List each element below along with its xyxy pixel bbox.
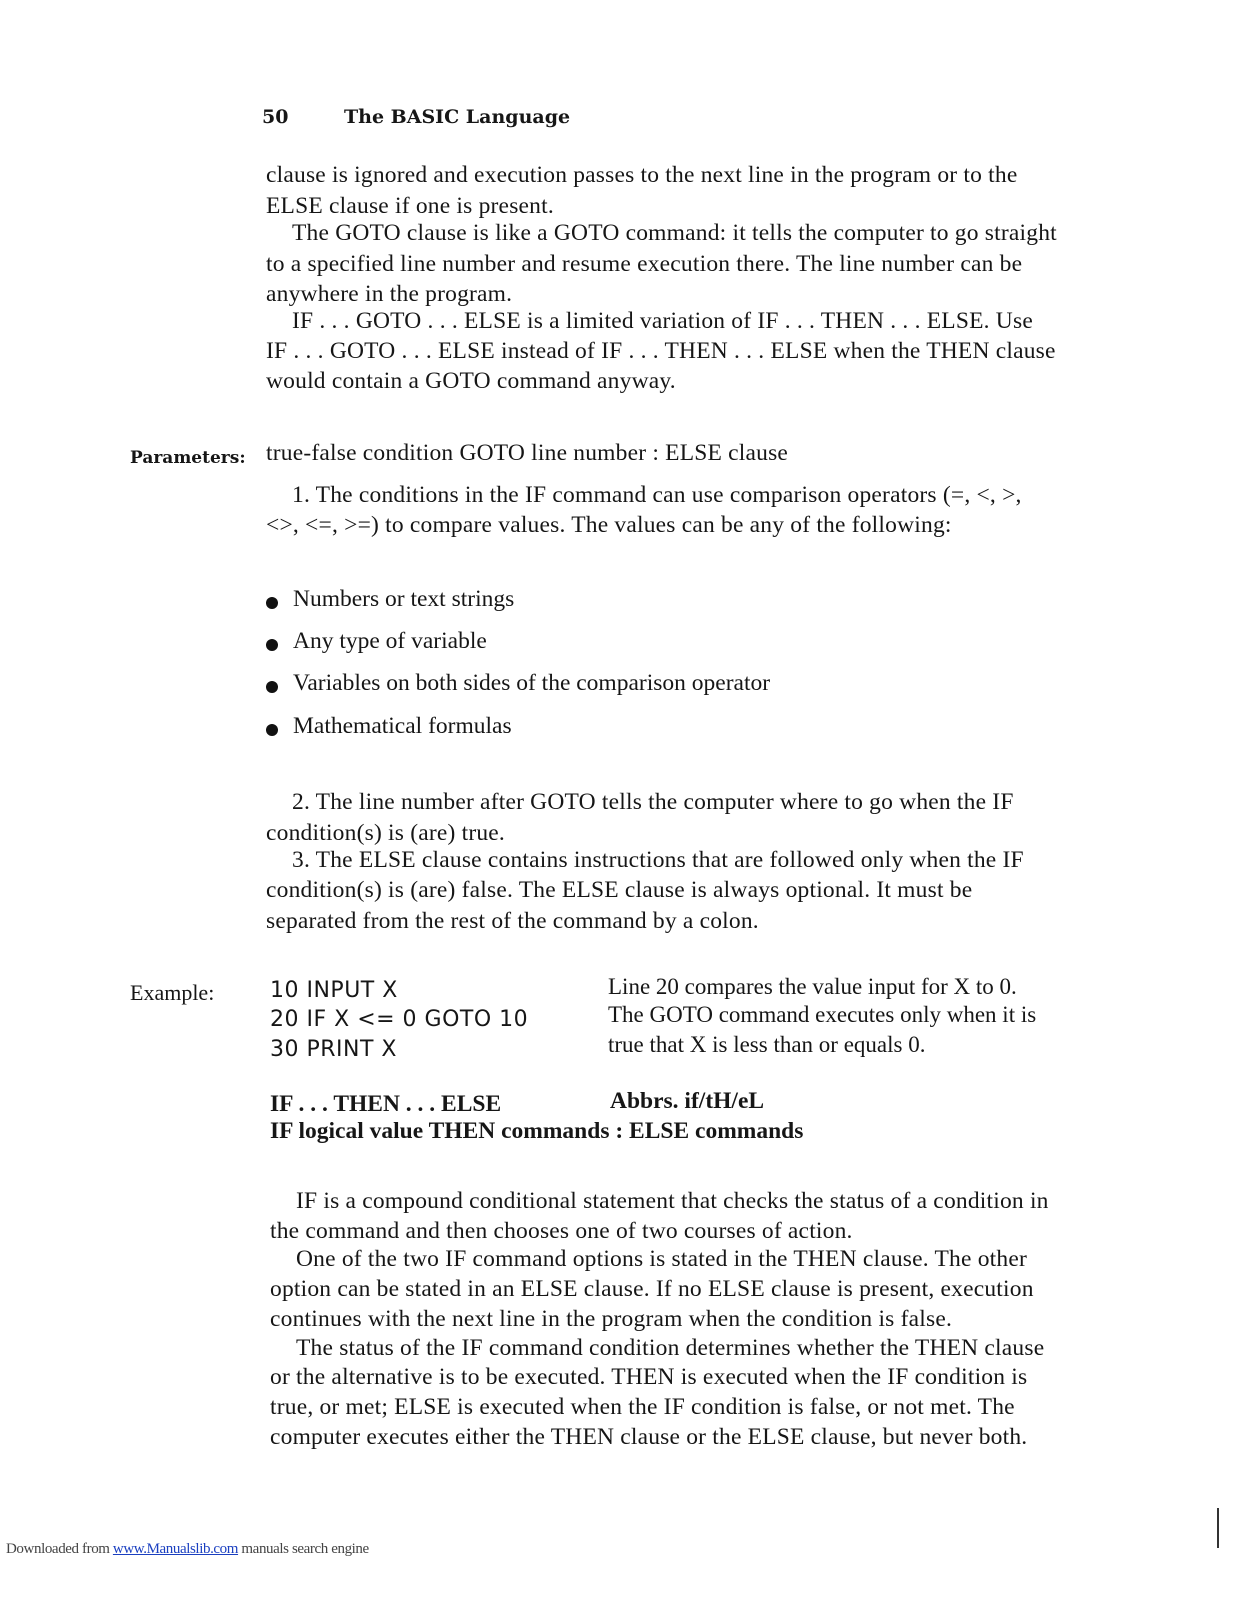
code-line: 10 INPUT X — [270, 978, 398, 1003]
download-footer — [6, 1541, 369, 1558]
body-line: continues with the next line in the program when the condition is false. — [270, 1306, 953, 1332]
page-number: 50 — [262, 106, 289, 128]
body-line: The status of the IF command condition determines whether the THEN clause — [296, 1335, 1045, 1361]
example-note-line: true that X is less than or equals 0. — [608, 1032, 926, 1057]
code-line: 30 PRINT X — [270, 1037, 397, 1062]
section-abbreviations: Abbrs. if/tH/eL — [610, 1088, 765, 1114]
intro-line: IF . . . GOTO . . . ELSE instead of IF . . . THEN . . . ELSE when the THEN clause — [266, 338, 1056, 364]
bullet-dot — [266, 681, 278, 693]
footer-suffix: manuals search engine — [238, 1541, 369, 1557]
body-line: computer executes either the THEN clause or the ELSE clause, but never both. — [270, 1424, 1028, 1450]
footer-prefix: Downloaded from — [6, 1541, 113, 1557]
example-note-line: The GOTO command executes only when it is — [608, 1002, 1037, 1027]
body-line: the command and then chooses one of two courses of action. — [270, 1218, 853, 1244]
bullet-dot — [266, 724, 278, 736]
section-syntax: IF logical value THEN commands : ELSE commands — [270, 1118, 804, 1144]
section-heading: IF . . . THEN . . . ELSE — [270, 1091, 502, 1117]
scan-edge-mark — [1217, 1508, 1219, 1548]
param-item-line: 1. The conditions in the IF command can use comparison operators (=, <, >, — [292, 482, 1022, 508]
body-line: or the alternative is to be executed. THEN is executed when the IF condition is — [270, 1364, 1028, 1390]
param-item-line: 2. The line number after GOTO tells the computer where to go when the IF — [292, 789, 1014, 815]
bullet-dot — [266, 639, 278, 651]
intro-line: anywhere in the program. — [266, 281, 513, 307]
example-note-line: Line 20 compares the value input for X to 0. — [608, 974, 1017, 999]
intro-line: ELSE clause if one is present. — [266, 193, 554, 219]
intro-line: to a specified line number and resume execution there. The line number can be — [266, 251, 1023, 277]
intro-line: IF . . . GOTO . . . ELSE is a limited variation of IF . . . THEN . . . ELSE. Use — [292, 308, 1033, 334]
intro-line: The GOTO clause is like a GOTO command: it tells the computer to go straight — [292, 220, 1057, 246]
body-line: true, or met; ELSE is executed when the IF condition is false, or not met. The — [270, 1394, 1015, 1420]
intro-line: would contain a GOTO command anyway. — [266, 368, 676, 394]
intro-line: clause is ignored and execution passes to the next line in the program or to the — [266, 162, 1018, 188]
running-header-title: The BASIC Language — [344, 106, 571, 128]
param-item-line: 3. The ELSE clause contains instructions that are followed only when the IF — [292, 847, 1024, 873]
bullet-item: Variables on both sides of the comparison operator — [293, 670, 771, 696]
parameters-syntax: true-false condition GOTO line number : ELSE clause — [266, 440, 789, 466]
bullet-item: Numbers or text strings — [293, 586, 515, 612]
bullet-item: Any type of variable — [293, 628, 487, 654]
example-label: Example: — [130, 980, 215, 1005]
param-item-line: condition(s) is (are) true. — [266, 820, 506, 846]
bullet-dot — [266, 597, 278, 609]
body-line: option can be stated in an ELSE clause. If no ELSE clause is present, execution — [270, 1276, 1034, 1302]
param-item-line: separated from the rest of the command by a colon. — [266, 908, 759, 934]
code-line: 20 IF X <= 0 GOTO 10 — [270, 1007, 529, 1032]
param-item-line: condition(s) is (are) false. The ELSE clause is always optional. It must be — [266, 877, 973, 903]
body-line: One of the two IF command options is stated in the THEN clause. The other — [296, 1246, 1027, 1272]
bullet-item: Mathematical formulas — [293, 713, 512, 739]
body-line: IF is a compound conditional statement that checks the status of a condition in — [296, 1188, 1049, 1214]
parameters-label: Parameters: — [130, 448, 246, 468]
manualslib-link[interactable]: www.Manualslib.com — [112, 1541, 239, 1557]
param-item-line: <>, <=, >=) to compare values. The values can be any of the following: — [266, 512, 952, 538]
